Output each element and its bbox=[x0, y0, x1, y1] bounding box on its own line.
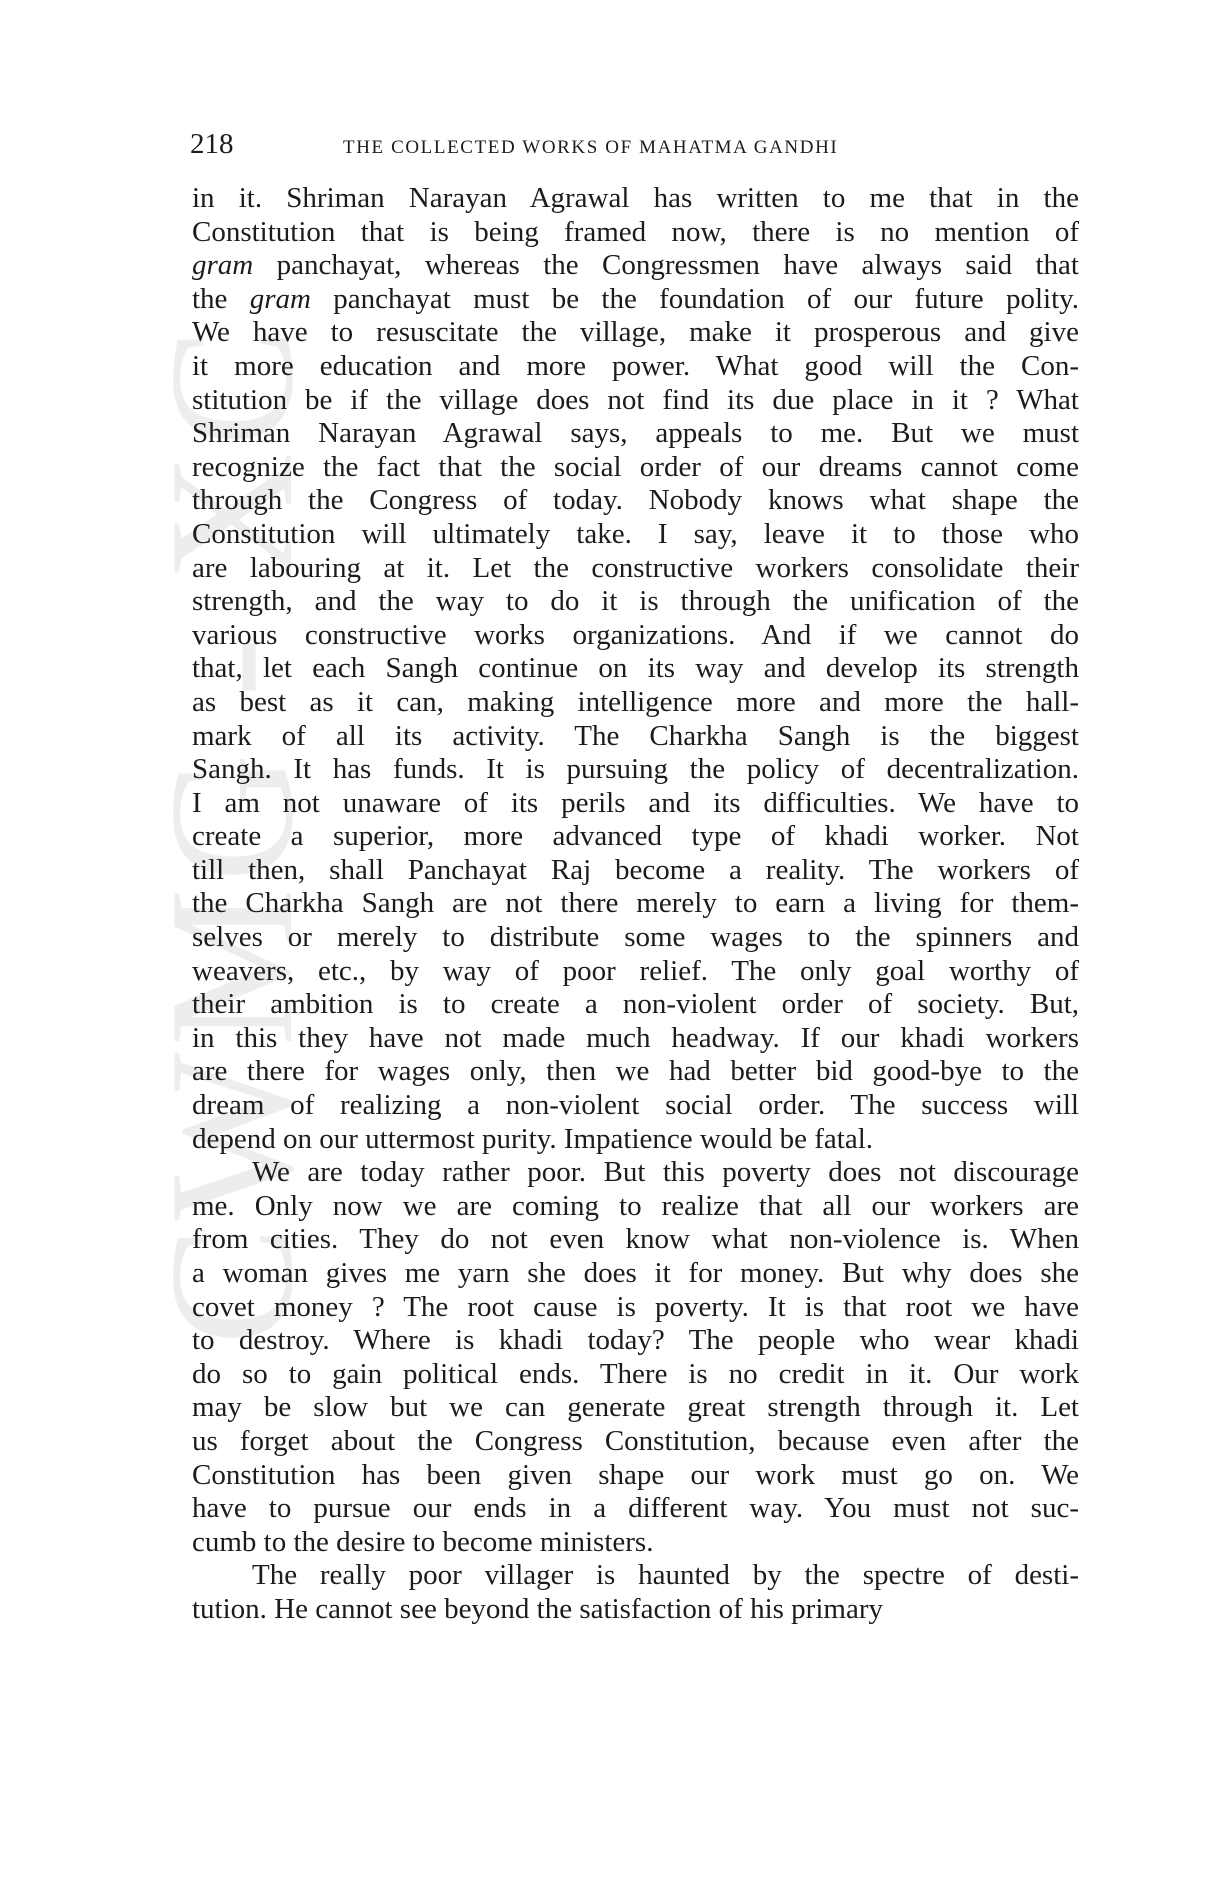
text-line: mark of all its activity. The Charkha Sangh is the biggest bbox=[192, 719, 1079, 752]
text-line: the Charkha Sangh are not there merely to earn a living for them- bbox=[192, 887, 1079, 920]
text-line: Constitution has been given shape our work must go on. We bbox=[192, 1458, 1079, 1491]
text-line: are there for wages only, then we had better bid good-bye to the bbox=[192, 1055, 1079, 1088]
text-line: as best as it can, making intelligence more and more the hall- bbox=[192, 685, 1079, 718]
text-line: their ambition is to create a non-violent order of society. But, bbox=[192, 988, 1079, 1021]
page-header bbox=[190, 128, 1079, 168]
text-line: Constitution will ultimately take. I say, leave it to those who bbox=[192, 517, 1079, 550]
text-line: that, let each Sangh continue on its way and develop its strength bbox=[192, 652, 1079, 685]
text-line: I am not unaware of its perils and its difficulties. We have to bbox=[192, 786, 1079, 819]
watermark-text: CWMG - XC bbox=[132, 321, 330, 1345]
text-line: cumb to the desire to become ministers. bbox=[192, 1525, 654, 1558]
text-line: us forget about the Congress Constitution, because even after the bbox=[192, 1424, 1079, 1457]
text-line: We have to resuscitate the village, make it prosperous and give bbox=[192, 316, 1079, 349]
text-line: strength, and the way to do it is through the unification of the bbox=[192, 585, 1079, 618]
text-line: weavers, etc., by way of poor relief. The only goal worthy of bbox=[192, 954, 1079, 987]
text-line: in this they have not made much headway. If our khadi workers bbox=[192, 1021, 1079, 1054]
paragraph bbox=[192, 1559, 1079, 1626]
text-line: it more education and more power. What good will the Con- bbox=[192, 349, 1079, 382]
text-line: in it. Shriman Narayan Agrawal has written to me that in the bbox=[192, 182, 1079, 214]
text-line: stitution be if the village does not find its due place in it ? What bbox=[192, 383, 1079, 416]
text-line: depend on our uttermost purity. Impatience would be fatal. bbox=[192, 1122, 874, 1155]
page-number: 218 bbox=[190, 128, 234, 160]
text-line: We are today rather poor. But this poverty does not discourage bbox=[252, 1156, 1079, 1189]
text-line: a woman gives me yarn she does it for money. But why does she bbox=[192, 1257, 1079, 1289]
text-line: Constitution that is being framed now, there is no mention of bbox=[192, 215, 1079, 248]
text-line: do so to gain political ends. There is no credit in it. Our work bbox=[192, 1357, 1079, 1390]
paragraph bbox=[192, 182, 1079, 1156]
text-line: Sangh. It has funds. It is pursuing the policy of decentralization. bbox=[192, 753, 1079, 786]
text-line: may be slow but we can generate great strength through it. Let bbox=[192, 1391, 1079, 1424]
paragraph bbox=[192, 1156, 1079, 1559]
text-line: till then, shall Panchayat Raj become a reality. The workers of bbox=[192, 853, 1079, 886]
text-line: various constructive works organizations. And if we cannot do bbox=[192, 618, 1079, 651]
text-line: gram panchayat, whereas the Congressmen have always said that bbox=[192, 249, 1079, 282]
text-line: through the Congress of today. Nobody knows what shape the bbox=[192, 484, 1079, 517]
text-line: Shriman Narayan Agrawal says, appeals to me. But we must bbox=[192, 417, 1079, 450]
body-text bbox=[192, 182, 1079, 1627]
text-line: me. Only now we are coming to realize that all our workers are bbox=[192, 1189, 1079, 1222]
text-line: the gram panchayat must be the foundation of our future polity. bbox=[192, 282, 1079, 315]
text-line: dream of realizing a non-violent social order. The success will bbox=[192, 1089, 1079, 1122]
text-line: to destroy. Where is khadi today? The people who wear khadi bbox=[192, 1324, 1079, 1357]
text-line: recognize the fact that the social order of our dreams cannot come bbox=[192, 450, 1079, 483]
text-line: selves or merely to distribute some wages to the spinners and bbox=[192, 921, 1079, 954]
running-head: THE COLLECTED WORKS OF MAHATMA GANDHI bbox=[343, 137, 839, 158]
text-line: are labouring at it. Let the constructive workers consolidate their bbox=[192, 551, 1079, 584]
text-line: tution. He cannot see beyond the satisfaction of his primary bbox=[192, 1592, 883, 1625]
text-line: have to pursue our ends in a different way. You must not suc- bbox=[192, 1492, 1079, 1525]
text-line: create a superior, more advanced type of khadi worker. Not bbox=[192, 820, 1079, 853]
text-line: The really poor villager is haunted by the spectre of desti- bbox=[252, 1559, 1079, 1592]
text-line: covet money ? The root cause is poverty. It is that root we have bbox=[192, 1290, 1079, 1323]
text-line: from cities. They do not even know what non-violence is. When bbox=[192, 1223, 1079, 1256]
